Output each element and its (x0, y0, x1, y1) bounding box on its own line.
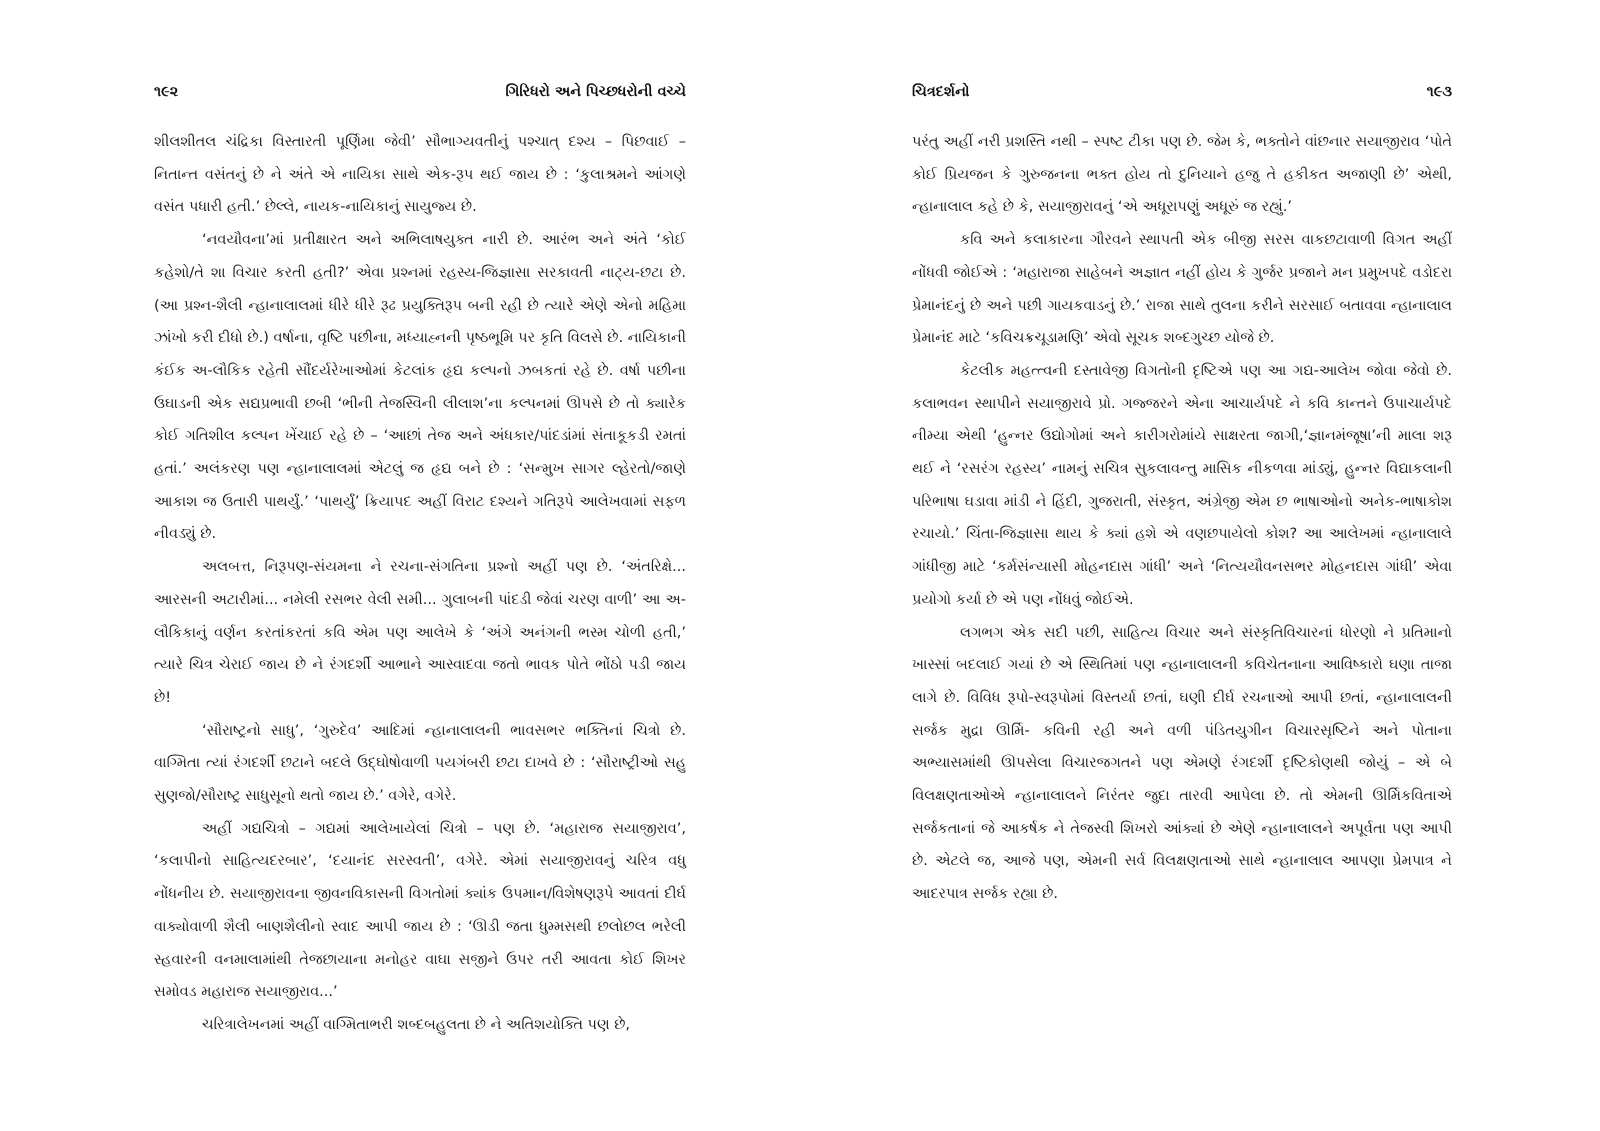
right-paragraph-1: પરંતુ અહીં નરી પ્રશસ્તિ નથી – સ્પષ્ટ ટીકા પણ છે. જેમ કે, ભક્તોને વાંછનાર સયાજીરાવ ‘પોતે કોઈ પ્રિયજન કે ગુરુજનના ભક્ત હોય તો દુનિયાને હજુ તે હકીકત અજાણી છે’ એથી, ન્હાનાલાલ કહે છે કે, સયાજીરાવનું ‘એ અધૂરાપણું અધૂરું જ રહ્યું.’ (912, 134, 1452, 216)
right-paragraph-4: લગભગ એક સદી પછી, સાહિત્ય વિચાર અને સંસ્કૃતિવિચારનાં ધોરણો ને પ્રતિમાનો ખાસ્સાં બદલાઈ ગયાં છે એ સ્થિતિમાં પણ ન્હાનાલાલની કવિચેતનાના આવિષ્કારો ઘણા તાજા લાગે છે. વિવિધ રૂપો-સ્વરૂપોમાં વિસ્તર્યા છતાં, ઘણી દીર્ઘ રચનાઓ આપી છતાં, ન્હાનાલાલની સર્જક મુદ્રા ઊર્મિ- કવિની રહી અને વળી પંડિતયુગીન વિચારસૃષ્ટિને અને પોતાના અભ્યાસમાંથી ઊપસેલા વિચારજગતને પણ એમણે રંગદર્શી દૃષ્ટિકોણથી જોયું – એ બે વિલક્ષણતાઓએ ન્હાનાલાલને નિરંતર જુદા તારવી આપેલા છે. તો એમની ઊર્મિકવિતાએ સર્જકતાનાં જે આકર્ષક ને તેજસ્વી શિખરો આંક્યાં છે એણે ન્હાનાલાલને અપૂર્વતા પણ આપી છે. એટલે જ, આજે પણ, એમની સર્વ વિલક્ષણતાઓ સાથે ન્હાનાલાલ આપણા પ્રેમપાત્ર ને આદરપાત્ર સર્જક રહ્યા છે. (912, 624, 1452, 903)
left-paragraph-3: અલબત્ત, નિરૂપણ-સંયમના ને રચના-સંગતિના પ્રશ્નો અહીં પણ છે. ‘અંતરિક્ષે... આરસની અટારીમાં... નમેલી રસભર વેલી સમી... ગુલાબની પાંદડી જેવાં ચરણ વાળી’ આ અ-લૌકિકાનું વર્ણન કરતાંકરતાં કવિ એમ પણ આલેખે કે ‘અંગે અનંગની ભસ્મ ચોળી હતી,’ ત્યારે ચિત્ર ચેરાઈ જાય છે ને રંગદર્શી આભાને આસ્વાદવા જતો ભાવક પોતે ભોંઠો પડી જાય છે! (154, 559, 686, 706)
right-paragraph-2: કવિ અને કલાકારના ગૌરવને સ્થાપતી એક બીજી સરસ વાકછટાવાળી વિગત અહીં નોંધવી જોઈએ : ‘મહારાજા સાહેબને અજ્ઞાત નહીં હોય કે ગુર્જર પ્રજાને મન પ્રમુખપદે વડોદરા પ્રેમાનંદનું છે અને પછી ગાયકવાડનું છે.’ રાજા સાથે તુલના કરીને સરસાઈ બતાવવા ન્હાનાલાલ પ્રેમાનંદ માટે ‘કવિચક્રચૂડામણિ’ એવો સૂચક શબ્દગુચ્છ યોજે છે. (912, 232, 1452, 347)
left-running-head: ગિરિધરો અને પિચ્છધરોની વચ્ચે (505, 84, 686, 100)
right-page-header (912, 84, 1452, 108)
left-page-number: ૧૯૨ (154, 84, 179, 100)
right-page-body (912, 126, 1452, 911)
left-page-body (154, 126, 686, 1042)
left-paragraph-4: ‘સૌરાષ્ટ્રનો સાધુ’, ‘ગુરુદેવ’ આદિમાં ન્હાનાલાલની ભાવસભર ભક્તિનાં ચિત્રો છે. વાગ્મિતા ત્યાં રંગદર્શી છટાને બદલે ઉદ્ઘોષોવાળી પયગંબરી છટા દાખવે છે : ‘સૌરાષ્ટ્રીઓ સહુ સુણજો/સૌરાષ્ટ્ર સાધુસૂનો થતો જાય છે.’ વગેરે, વગેરે. (154, 722, 686, 805)
right-page (800, 0, 1600, 1131)
left-page-header (154, 84, 686, 108)
right-running-head: ચિત્રદર્શનો (912, 84, 970, 100)
right-page-number: ૧૯૩ (1426, 84, 1452, 100)
left-paragraph-2: ‘નવયૌવના’માં પ્રતીક્ષારત અને અભિલાષયુક્ત નારી છે. આરંભ અને અંતે ‘કોઈ કહેશો/તે શા વિચાર કરતી હતી?’ એવા પ્રશ્નમાં રહસ્ય-જિજ્ઞાસા સરકાવતી નાટ્ય-છટા છે. (આ પ્રશ્ન-શૈલી ન્હાનાલાલમાં ધીરે ધીરે રૂઢ પ્રયુક્તિરૂપ બની રહી છે ત્યારે એણે એનો મહિમા ઝાંખો કરી દીધો છે.) વર્ષાના, વૃષ્ટિ પછીના, મધ્યાહ્નની પૃષ્ઠભૂમિ પર કૃતિ વિલસે છે. નાયિકાની કંઈક અ-લૌકિક રહેતી સૌંદર્યરેખાઓમાં કેટલાંક હૃદ્ય કલ્પનો ઝબકતાં રહે છે. વર્ષા પછીના ઉઘાડની એક સદ્યપ્રભાવી છબી ‘ભીની તેજસ્વિની લીલાશ’ના કલ્પનમાં ઊપસે છે તો ક્યારેક કોઈ ગતિશીલ કલ્પન ખેંચાઈ રહે છે – ‘આછાં તેજ અને અંધકાર/પાંદડાંમાં સંતાકૂકડી રમતાં હતાં.’ અલંકરણ પણ ન્હાનાલાલમાં એટલું જ હૃદ્ય બને છે : ‘સન્મુખ સાગર લ્હેરતો/જાણે આકાશ જ ઉતારી પાથર્યું.’ ‘પાથર્યું’ ક્રિયાપદ અહીં વિરાટ દશ્યને ગતિરૂપે આલેખવામાં સફળ નીવડ્યું છે. (154, 232, 686, 543)
left-paragraph-1: શીલશીતલ ચંદ્રિકા વિસ્તારતી પૂર્ણિમા જેવી’ સૌભાગ્યવતીનું પશ્ચાત્ દશ્ય – પિછવાઈ – નિતાન્ત વસંતનું છે ને અંતે એ નાયિકા સાથે એક-રૂપ થઈ જાય છે : ‘કુલાશ્રમને આંગણે વસંત પધારી હતી.’ છેલ્લે, નાયક-નાયિકાનું સાયુજ્ય છે. (154, 134, 686, 216)
left-paragraph-6: ચરિત્રાલેખનમાં અહીં વાગ્મિતાભરી શબ્દબહુલતા છે ને અતિશયોક્તિ પણ છે, (202, 1016, 631, 1033)
left-paragraph-5: અહીં ગદ્યચિત્રો – ગદ્યમાં આલેખાયેલાં ચિત્રો – પણ છે. ‘મહારાજ સયાજીરાવ’, ‘કલાપીનો સાહિત્યદરબાર’, ‘દયાનંદ સરસ્વતી’, વગેરે. એમાં સયાજીરાવનું ચરિત્ર વધુ નોંધનીય છે. સયાજીરાવના જીવનવિકાસની વિગતોમાં ક્યાંક ઉપમાન/વિશેષણરૂપે આવતાં દીર્ઘ વાક્યોવાળી શૈલી બાણશૈલીનો સ્વાદ આપી જાય છે : ‘ઊડી જતા ધુમ્મસથી છલોછલ ભરેલી સ્હવારની વનમાલામાંથી તેજછાયાના મનોહર વાઘા સજીને ઉપર તરી આવતા કોઈ શિખર સમોવડ મહારાજ સયાજીરાવ...’ (154, 820, 686, 1001)
right-paragraph-3: કેટલીક મહત્ત્વની દસ્તાવેજી વિગતોની દૃષ્ટિએ પણ આ ગદ્ય-આલેખ જોવા જેવો છે. કલાભવન સ્થાપીને સયાજીરાવે પ્રો. ગજ્જરને એના આચાર્યપદે ને કવિ કાન્તને ઉપાચાર્યપદે નીમ્યા એથી ‘હુન્નર ઉદ્યોગોમાં અને કારીગરોમાંયે સાક્ષરતા જાગી,‘જ્ઞાનમંજૂષા’ની માલા શરૂ થઈ ને ‘રસરંગ રહસ્ય’ નામનું સચિત્ર સુકલાવન્તુ માસિક નીકળવા માંડ્યું, હુન્નર વિદ્યાકલાની પરિભાષા ઘડાવા માંડી ને હિંદી, ગુજરાતી, સંસ્કૃત, અંગ્રેજી એમ છ ભાષાઓનો અનેક-ભાષાકોશ રચાયો.’ ચિંતા-જિજ્ઞાસા થાય કે ક્યાં હશે એ વણછપાયેલો કોશ? આ આલેખમાં ન્હાનાલાલે ગાંધીજી માટે ‘કર્મસંન્યાસી મોહનદાસ ગાંધી’ અને ‘નિત્યયૌવનસભર મોહનદાસ ગાંધી’ એવા પ્રયોગો કર્યા છે એ પણ નોંધવું જોઈએ. (912, 362, 1452, 608)
